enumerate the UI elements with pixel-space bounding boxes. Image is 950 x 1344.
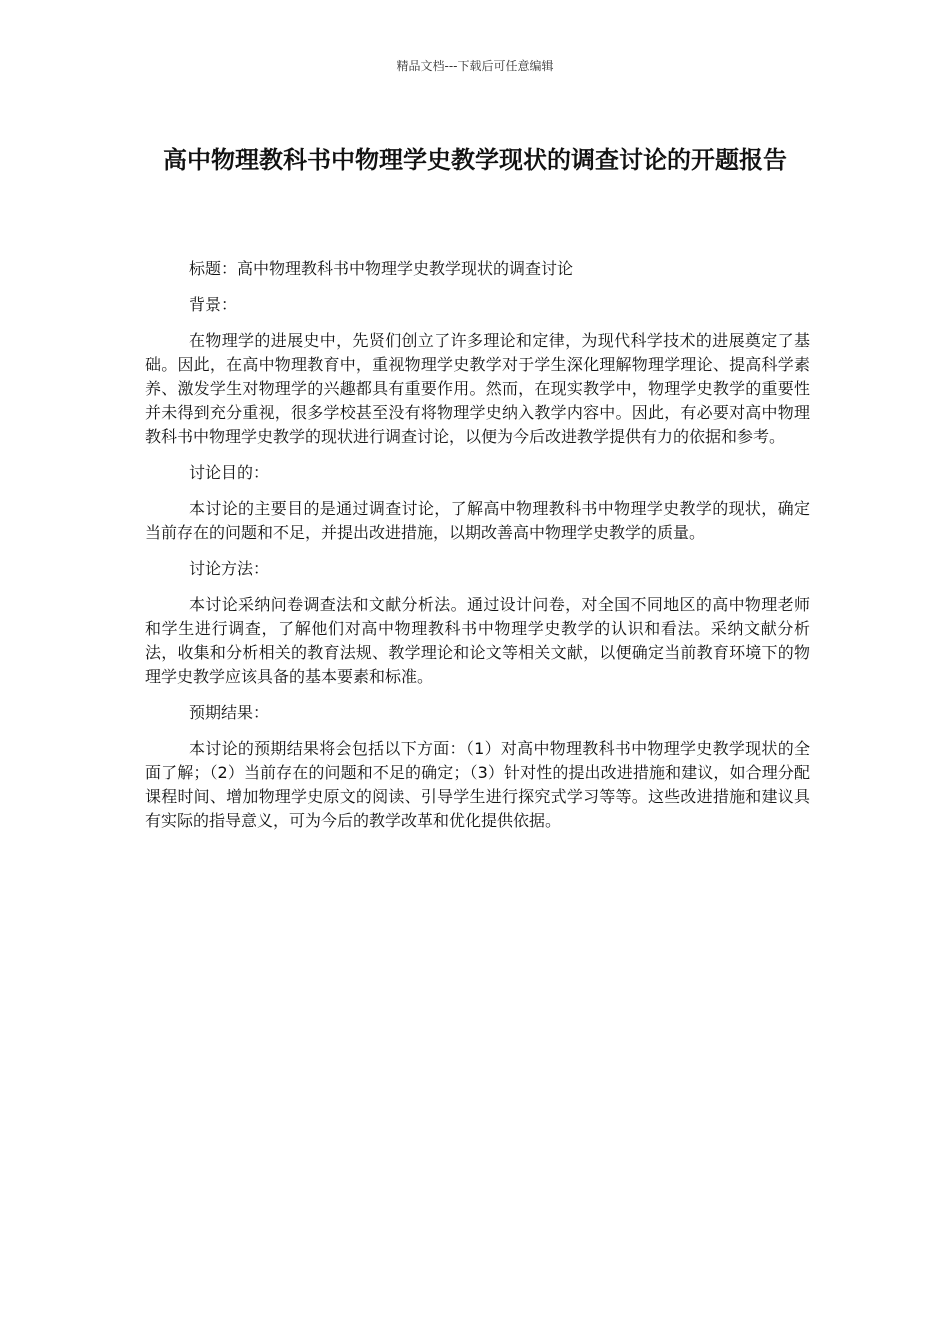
subject-line: 标题：高中物理教科书中物理学史教学现状的调查讨论	[189, 259, 574, 278]
section-body-expected-results: 本讨论的预期结果将会包括以下方面：（1）对高中物理教科书中物理学史教学现状的全面了解；（2）当前存在的问题和不足的确定；（3）针对性的提出改进措施和建议，如合理分配课程时间、增加物理学史原文的阅读、引导学生进行探究式学习等等。这些改进措施和建议具有实际的指导意义，可为今后的教学改革和优化提供依据。	[145, 739, 810, 830]
section-heading-method: 讨论方法：	[189, 559, 270, 578]
document-body	[145, 257, 810, 845]
document-title: 高中物理教科书中物理学史教学现状的调查讨论的开题报告	[163, 146, 787, 174]
header-note: 精品文档---下载后可任意编辑	[396, 59, 554, 73]
section-heading-background: 背景：	[189, 295, 238, 314]
section-body-background: 在物理学的进展史中，先贤们创立了许多理论和定律，为现代科学技术的进展奠定了基础。因此，在高中物理教育中，重视物理学史教学对于学生深化理解物理学理论、提高科学素养、激发学生对物理学的兴趣都具有重要作用。然而，在现实教学中，物理学史教学的重要性并未得到充分重视，很多学校甚至没有将物理学史纳入教学内容中。因此，有必要对高中物理教科书中物理学史教学的现状进行调查讨论，以便为今后改进教学提供有力的依据和参考。	[145, 331, 810, 446]
section-body-method: 本讨论采纳问卷调查法和文献分析法。通过设计问卷，对全国不同地区的高中物理老师和学生进行调查，了解他们对高中物理教科书中物理学史教学的认识和看法。采纳文献分析法，收集和分析相关的教育法规、教学理论和论文等相关文献，以便确定当前教育环境下的物理学史教学应该具备的基本要素和标准。	[145, 595, 810, 686]
section-body-purpose: 本讨论的主要目的是通过调查讨论，了解高中物理教科书中物理学史教学的现状，确定当前存在的问题和不足，并提出改进措施，以期改善高中物理学史教学的质量。	[145, 499, 810, 542]
section-heading-expected-results: 预期结果：	[189, 703, 270, 722]
section-heading-purpose: 讨论目的：	[189, 463, 270, 482]
